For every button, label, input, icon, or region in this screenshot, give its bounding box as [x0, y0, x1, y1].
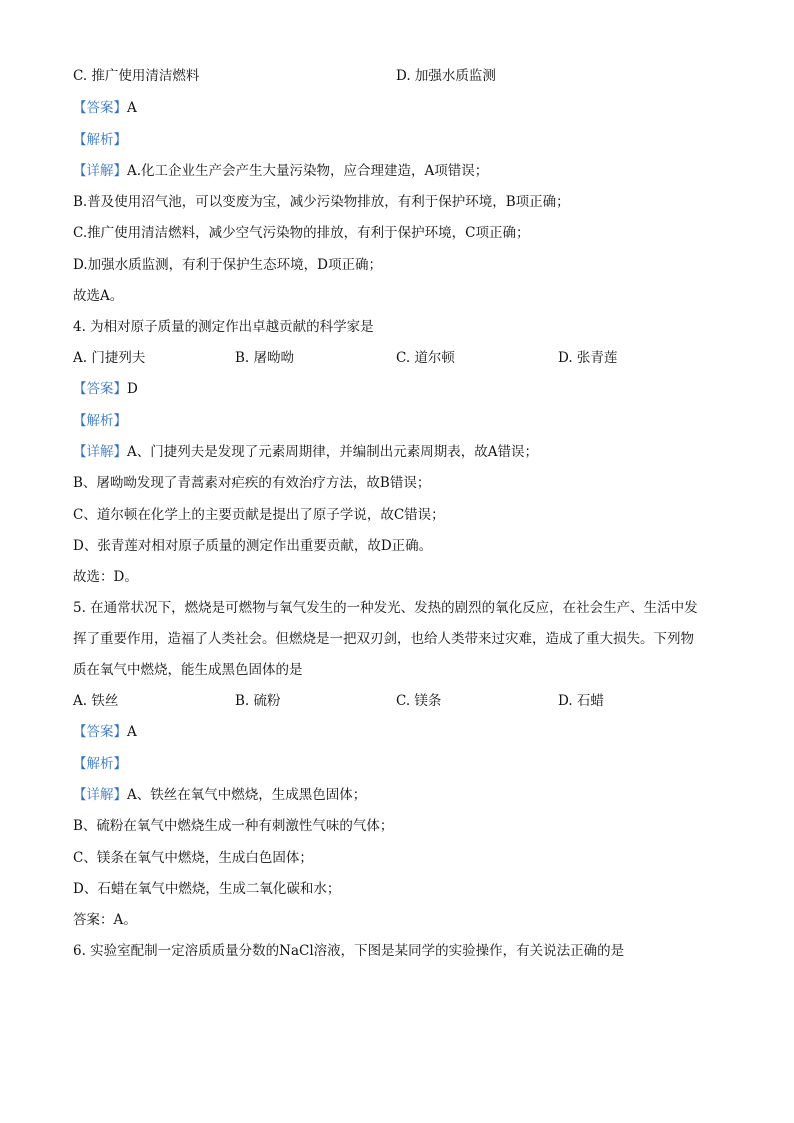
q5-detail-line: D、石蜡在氧气中燃烧，生成二氧化碳和水； — [73, 881, 341, 897]
detail-tag: 【详解】 — [73, 787, 127, 803]
q3-detail-line: B.普及使用沼气池，可以变废为宝，减少污染物排放，有利于保护环境，B项正确； — [73, 194, 570, 210]
q3-detail-line — [73, 162, 488, 180]
detail-tag: 【详解】 — [73, 163, 127, 179]
q4-detail-line: D、张青莲对相对原子质量的测定作出重要贡献，故D正确。 — [73, 538, 433, 554]
q3-conclusion: 故选A。 — [73, 288, 124, 304]
detail-text: A、铁丝在氧气中燃烧，生成黑色固体； — [127, 787, 367, 803]
q4-stem: 4. 为相对原子质量的测定作出卓越贡献的科学家是 — [73, 319, 374, 335]
q5-detail-line: C、镁条在氧气中燃烧，生成白色固体； — [73, 850, 313, 866]
q5-analysis-tag: 【解析】 — [73, 756, 127, 772]
q5-detail-line — [73, 786, 366, 804]
q3-option-d: D. 加强水质监测 — [396, 68, 496, 84]
q5-option-c: C. 镁条 — [396, 693, 442, 709]
q5-stem-line: 5. 在通常状况下，燃烧是可燃物与氧气发生的一种发光、发热的剧烈的氧化反应，在社会生产、生活中发 — [73, 600, 698, 616]
q5-answer — [73, 723, 137, 741]
q5-option-d: D. 石蜡 — [558, 693, 604, 709]
q6-stem: 6. 实验室配制一定溶质质量分数的NaCl溶液，下图是某同学的实验操作，有关说法正确的是 — [73, 943, 625, 959]
answer-value: A — [127, 724, 137, 740]
detail-text: A、门捷列夫是发现了元素周期律，并编制出元素周期表，故A错误； — [127, 444, 538, 460]
q4-conclusion: 故选：D。 — [73, 569, 138, 585]
q4-answer — [73, 380, 138, 398]
q4-option-c: C. 道尔顿 — [396, 350, 455, 366]
answer-tag: 【答案】 — [73, 381, 127, 397]
detail-text: A.化工企业生产会产生大量污染物，应合理建造，A项错误； — [127, 163, 489, 179]
answer-value: D — [127, 381, 138, 397]
q3-answer — [73, 99, 137, 117]
q3-detail-line: D.加强水质监测，有利于保护生态环境，D项正确； — [73, 257, 382, 273]
q4-option-b: B. 屠呦呦 — [235, 350, 295, 366]
q4-detail-line — [73, 443, 538, 461]
q4-detail-line: B、屠呦呦发现了青蒿素对疟疾的有效治疗方法，故B错误； — [73, 475, 431, 491]
q4-option-d: D. 张青莲 — [558, 350, 618, 366]
q4-detail-line: C、道尔顿在化学上的主要贡献是提出了原子学说，故C错误； — [73, 507, 445, 523]
q5-stem-line: 挥了重要作用，造福了人类社会。但燃烧是一把双刃剑，也给人类带来过灾难，造成了重大损失。下列物 — [73, 631, 694, 647]
q4-analysis-tag: 【解析】 — [73, 413, 127, 429]
q5-option-b: B. 硫粉 — [235, 693, 281, 709]
detail-tag: 【详解】 — [73, 444, 127, 460]
q5-conclusion: 答案：A。 — [73, 912, 137, 928]
q3-analysis-tag: 【解析】 — [73, 132, 127, 148]
q3-detail-line: C.推广使用清洁燃料，减少空气污染物的排放，有利于保护环境，C项正确； — [73, 225, 530, 241]
answer-tag: 【答案】 — [73, 724, 127, 740]
q4-option-a: A. 门捷列夫 — [73, 350, 146, 366]
q5-detail-line: B、硫粉在氧气中燃烧生成一种有刺激性气味的气体； — [73, 818, 394, 834]
answer-value: A — [127, 100, 137, 116]
q5-stem-line: 质在氧气中燃烧，能生成黑色固体的是 — [73, 662, 303, 678]
q3-option-c: C. 推广使用清洁燃料 — [73, 68, 200, 84]
answer-tag: 【答案】 — [73, 100, 127, 116]
q5-option-a: A. 铁丝 — [73, 693, 119, 709]
